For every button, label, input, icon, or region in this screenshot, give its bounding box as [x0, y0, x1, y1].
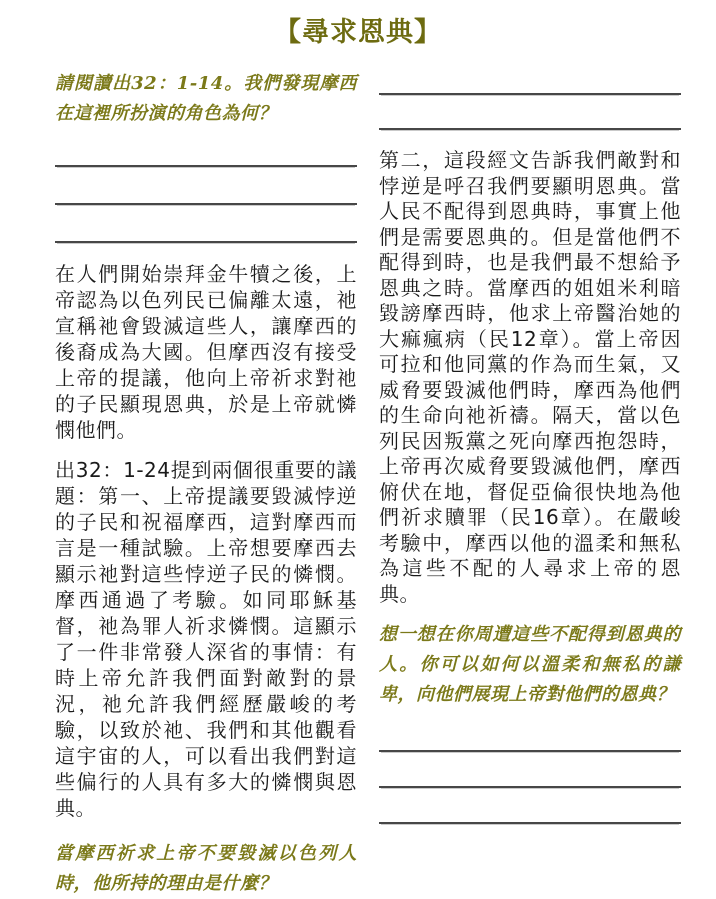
question-read-exodus-32: 請閱讀出32：1-14。我們發現摩西在這裡所扮演的角色為何？ [55, 73, 357, 124]
answer-line [379, 752, 681, 788]
paragraph-second-point: 第二，這段經文告訴我們敵對和悖逆是呼召我們要顯明恩典。當人民不配得到恩典時，事實上他們是需要恩典的。但是當他們不配得到時，也是我們最不想給予恩典之時。當摩西的姐姐米利暗毀謗摩西時，他求上帝醫治她的大痲瘋病（民12章）。當上帝因可拉和他同黨的作為而生氣，又威脅要毀滅他們時，摩西為他們的生命向祂祈禱。隔天，當以色列民因叛黨之死向摩西抱怨時，上帝再次威脅要毀滅他們，摩西俯伏在地，督促亞倫很快地為他們祈求贖罪（民16章）。在嚴峻考驗中，摩西以他的溫柔和無私為這些不配的人尋求上帝的恩典。 [379, 148, 681, 606]
answer-lines-right-bottom [379, 716, 681, 824]
answer-line [55, 167, 357, 205]
left-column [55, 60, 357, 899]
paragraph-two-important-issues: 出32：1-24提到兩個很重要的議題：第一、上帝提議要毀滅悖逆的子民和祝福摩西，這對摩西而言是一種試驗。上帝想要摩西去顯示祂對這些悖逆子民的憐憫。摩西通過了考驗。如同耶穌基督，祂為罪人祈求憐憫。這顯示了一件非常發人深省的事情：有時上帝允許我們面對敵對的景況，祂允許我們經歷嚴峻的考驗，以致於祂、我們和其他觀看這宇宙的人，可以看出我們對這些偏行的人具有多大的憐憫與恩典。 [55, 458, 357, 820]
two-column-layout [55, 60, 681, 899]
answer-line [379, 716, 681, 752]
question-moses-reason: 當摩西祈求上帝不要毀滅以色列人時，他所持的理由是什麼？ [55, 843, 357, 894]
answer-line [55, 129, 357, 167]
answer-lines-left-top [55, 129, 357, 243]
paragraph-golden-calf: 在人們開始崇拜金牛犢之後，上帝認為以色列民已偏離太遠，祂宣稱祂會毀滅這些人，讓摩西的後裔成為大國。但摩西沒有接受上帝的提議，他向上帝祈求對祂的子民顯現恩典，於是上帝就憐憫他們。 [55, 262, 357, 442]
answer-line [379, 788, 681, 824]
answer-line [379, 95, 681, 130]
answer-line [379, 60, 681, 95]
question-reflection: 想一想在你周遭這些不配得到恩典的人。你可以如何以溫柔和無私的謙卑，向他們展現上帝對他們的恩典？ [379, 624, 681, 705]
right-column [379, 60, 681, 899]
answer-lines-right-top [379, 60, 681, 130]
answer-line [55, 205, 357, 243]
page-title: 【尋求恩典】 [274, 17, 442, 48]
